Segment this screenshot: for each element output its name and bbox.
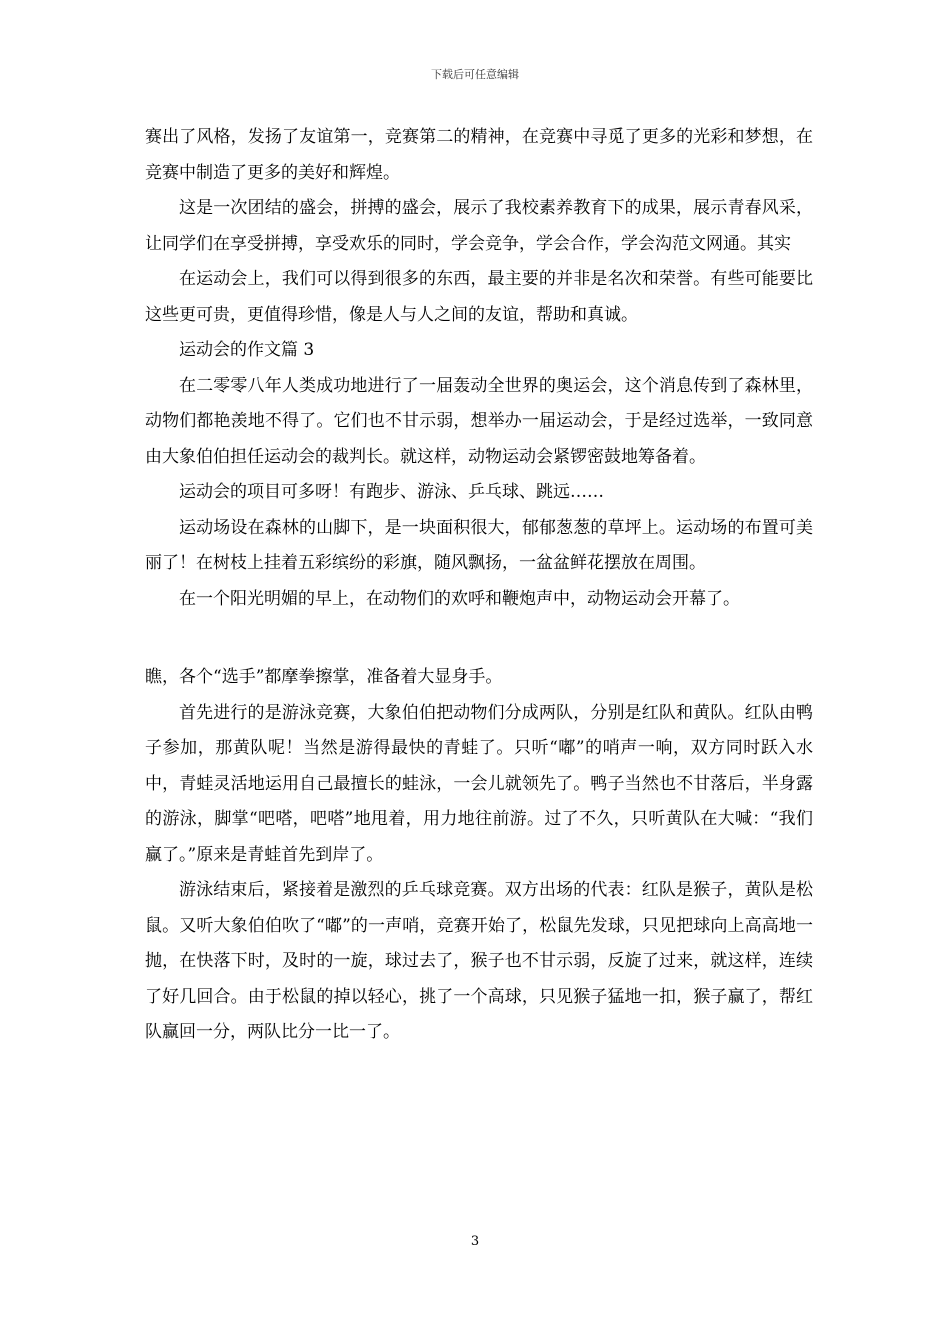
section-heading: 运动会的作文篇 3 xyxy=(179,340,315,360)
paragraph-1: 赛出了风格，发扬了友谊第一，竞赛第二的精神，在竞赛中寻觅了更多的光彩和梦想，在竞赛中制造了更多的美好和辉煌。 xyxy=(145,127,813,183)
paragraph-6: 运动场设在森林的山脚下，是一块面积很大，郁郁葱葱的草坪上。运动场的布置可美丽了！在树枝上挂着五彩缤纷的彩旗，随风飘扬，一盆盆鲜花摆放在周围。 xyxy=(145,517,813,573)
paragraph-10: 游泳结束后，紧接着是激烈的乒乓球竞赛。双方出场的代表：红队是猴子，黄队是松鼠。又听大象伯伯吹了“嘟”的一声哨，竞赛开始了，松鼠先发球，只见把球向上高高地一抛，在快落下时，及时的一旋，球过去了，猴子也不甘示弱，反旋了过来，就这样，连续了好几回合。由于松鼠的掉以轻心，挑了一个高球，只见猴子猛地一扣，猴子赢了，帮红队赢回一分，两队比分一比一了。 xyxy=(145,880,813,1042)
paragraph-7: 在一个阳光明媚的早上，在动物们的欢呼和鞭炮声中，动物运动会开幕了。 xyxy=(179,588,740,609)
paragraph-9: 首先进行的是游泳竞赛，大象伯伯把动物们分成两队，分别是红队和黄队。红队由鸭子参加，那黄队呢！当然是游得最快的青蛙了。只听“嘟”的哨声一响，双方同时跃入水中，青蛙灵活地运用自己最擅长的蛙泳，一会儿就领先了。鸭子当然也不甘落后，半身露的游泳，脚掌“吧嗒，吧嗒”地甩着，用力地往前游。过了不久，只听黄队在大喊：“我们赢了。”原来是青蛙首先到岸了。 xyxy=(145,702,813,865)
document-body xyxy=(145,120,813,1051)
page-number: 3 xyxy=(470,1234,480,1249)
page-header: 下载后可任意编辑 xyxy=(431,68,519,81)
paragraph-8: 瞧，各个“选手”都摩拳擦掌，准备着大显身手。 xyxy=(145,667,503,687)
paragraph-2: 这是一次团结的盛会，拼搏的盛会，展示了我校素养教育下的成果，展示青春风采，让同学们在享受拼搏，享受欢乐的同时，学会竞争，学会合作，学会沟范文网通。其实 xyxy=(145,198,813,254)
paragraph-4: 在二零零八年人类成功地进行了一届轰动全世界的奥运会，这个消息传到了森林里，动物们都艳羡地不得了。它们也不甘示弱，想举办一届运动会，于是经过选举，一致同意由大象伯伯担任运动会的裁判长。就这样，动物运动会紧锣密鼓地筹备着。 xyxy=(145,375,813,467)
paragraph-gap xyxy=(145,617,813,660)
paragraph-3: 在运动会上，我们可以得到很多的东西，最主要的并非是名次和荣誉。有些可能要比这些更可贵，更值得珍惜，像是人与人之间的友谊，帮助和真诚。 xyxy=(145,269,813,325)
paragraph-5: 运动会的项目可多呀！有跑步、游泳、乒乓球、跳远…… xyxy=(179,482,604,502)
